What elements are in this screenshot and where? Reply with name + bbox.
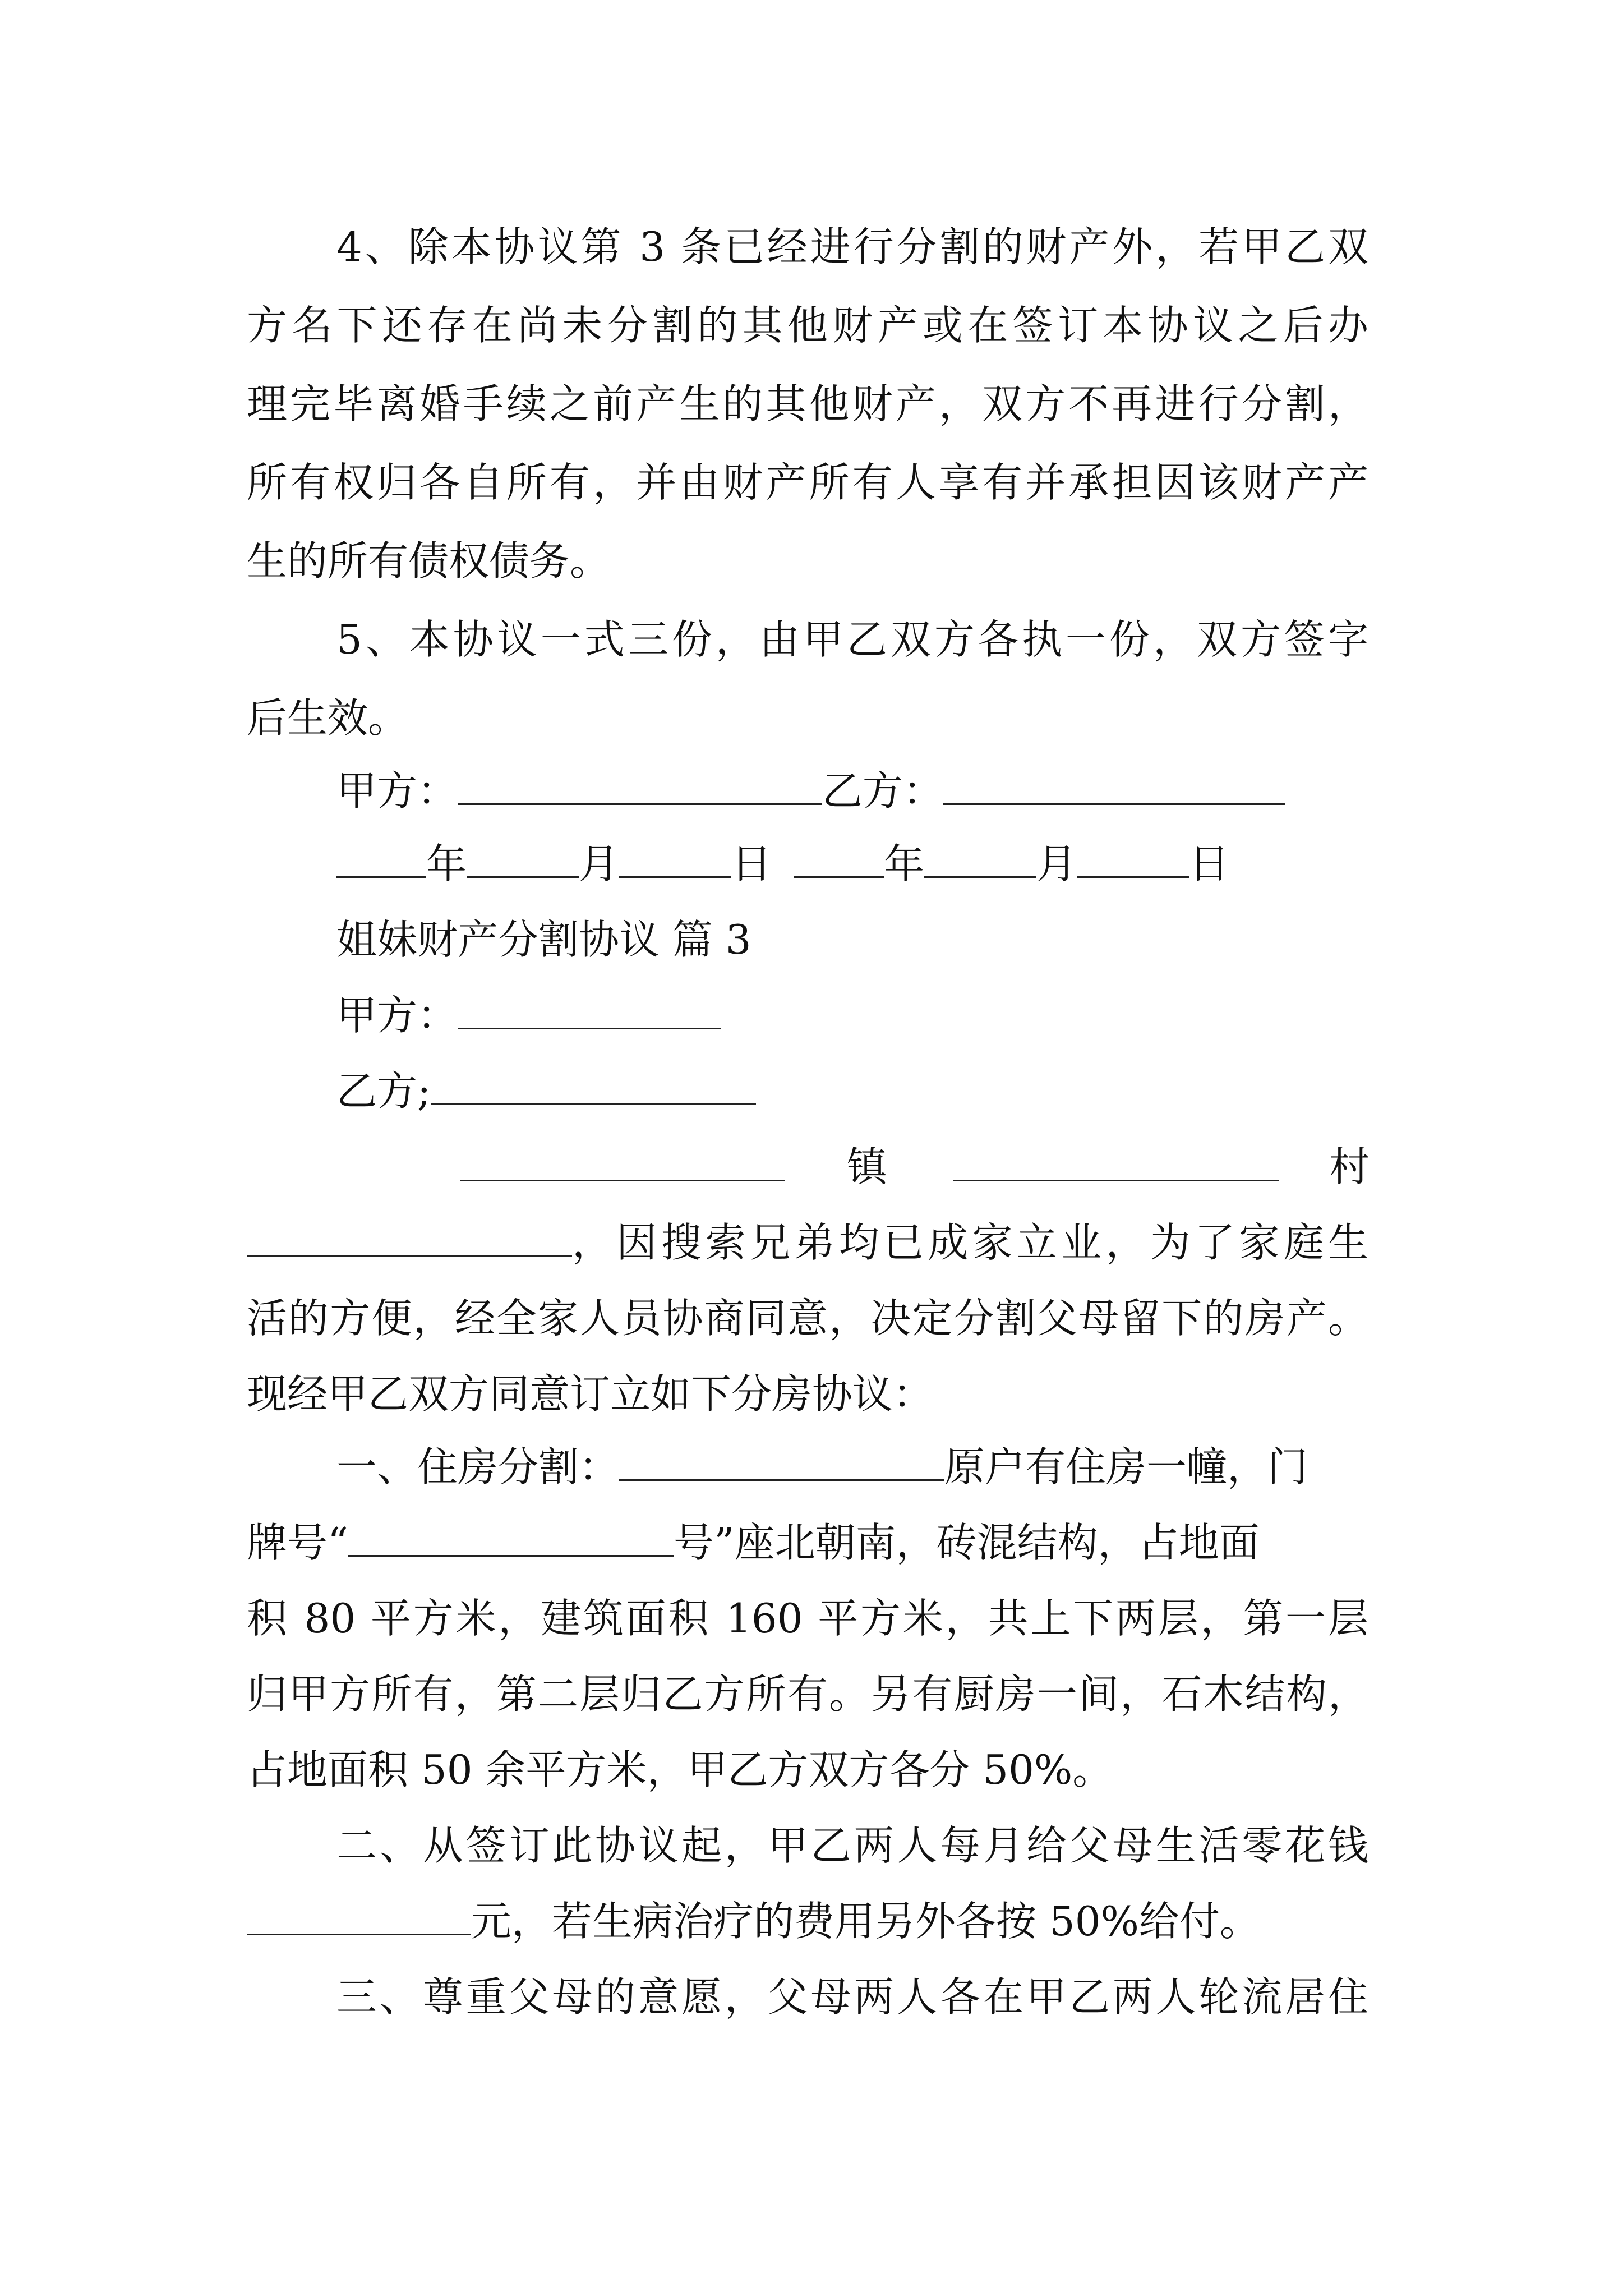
party-a-label: 甲方： [336,992,458,1039]
text-line: 占地面积 50 余平方米，甲乙方双方各分 50%。 [247,1746,1113,1793]
month-label: 月 [1036,840,1077,887]
text-line: 后生效。 [247,694,409,742]
text-line: 活的方便，经全家人员协商同意，决定分割父母留下的房产。 [247,1295,1368,1342]
day-label: 日 [1189,840,1230,887]
party-a-line [336,990,721,1041]
year-label: 年 [884,840,925,887]
party-b-blank [431,1070,756,1105]
text-line [247,1517,1260,1568]
party-b-line [336,1066,756,1116]
year-blank [336,843,426,878]
text-line: 现经甲乙双方同意订立如下分房协议： [247,1370,934,1418]
village-blank [953,1146,1279,1181]
text-span: 号”座北朝南，砖混结构，占地面 [673,1519,1260,1566]
text-line: 理完毕离婚手续之前产生的其他财产，双方不再进行分割， [247,380,1368,427]
month-blank [467,843,579,878]
text-line: 所有权归各自所有，并由财产所有人享有并承担因该财产产 [247,459,1368,506]
town-label: 镇 [847,1143,888,1190]
signature-line [336,766,1285,816]
party-a-blank [458,770,822,805]
party-a-label: 甲方： [336,767,458,815]
month-label: 月 [579,840,620,887]
village-label: 村 [1329,1143,1370,1190]
text-span: 一、住房分割： [336,1443,620,1490]
text-line: 积 80 平方米，建筑面积 160 平方米，共上下两层，第一层 [247,1595,1368,1642]
text-span: 牌号“ [247,1519,348,1566]
text-line: 4、除本协议第 3 条已经进行分割的财产外，若甲乙双 [336,223,1368,270]
party-a-blank [458,994,721,1029]
party-b-label: 乙方： [822,767,944,815]
text-span: 原户有住房一幢，门 [944,1443,1308,1490]
text-line [247,1896,1260,1947]
party-b-blank [943,770,1285,805]
text-span: ，因搜索兄弟均已成家立业，为了家庭生 [572,1219,1368,1266]
text-line: 5、本协议一式三份，由甲乙双方各执一份，双方签字 [336,616,1368,663]
section-title: 姐妹财产分割协议 篇 3 [336,916,751,963]
year-label: 年 [426,840,467,887]
text-span: 元，若生病治疗的费用另外各按 50%给付。 [471,1898,1260,1945]
day-label: 日 [731,840,772,887]
day-blank [619,843,731,878]
owner-blank [619,1446,944,1481]
text-line: 归甲方所有，第二层归乙方所有。另有厨房一间，石木结构， [247,1671,1368,1718]
amount-blank [247,1900,471,1935]
date-line [336,839,1229,889]
year-blank [794,843,884,878]
text-line: 二、从签订此协议起，甲乙两人每月给父母生活零花钱 [336,1822,1368,1869]
house-number-blank [348,1521,674,1557]
party-b-label: 乙方; [336,1068,431,1115]
text-line: 三、尊重父母的意愿，父母两人各在甲乙两人轮流居住 [336,1973,1368,2021]
day-blank [1077,843,1189,878]
name-blank [247,1221,572,1257]
month-blank [924,843,1036,878]
text-line [247,1217,1368,1268]
text-line [336,1442,1368,1492]
town-blank [460,1146,785,1181]
text-line: 方名下还存在尚未分割的其他财产或在签订本协议之后办 [247,302,1368,349]
text-line: 生的所有债权债务。 [247,537,611,585]
